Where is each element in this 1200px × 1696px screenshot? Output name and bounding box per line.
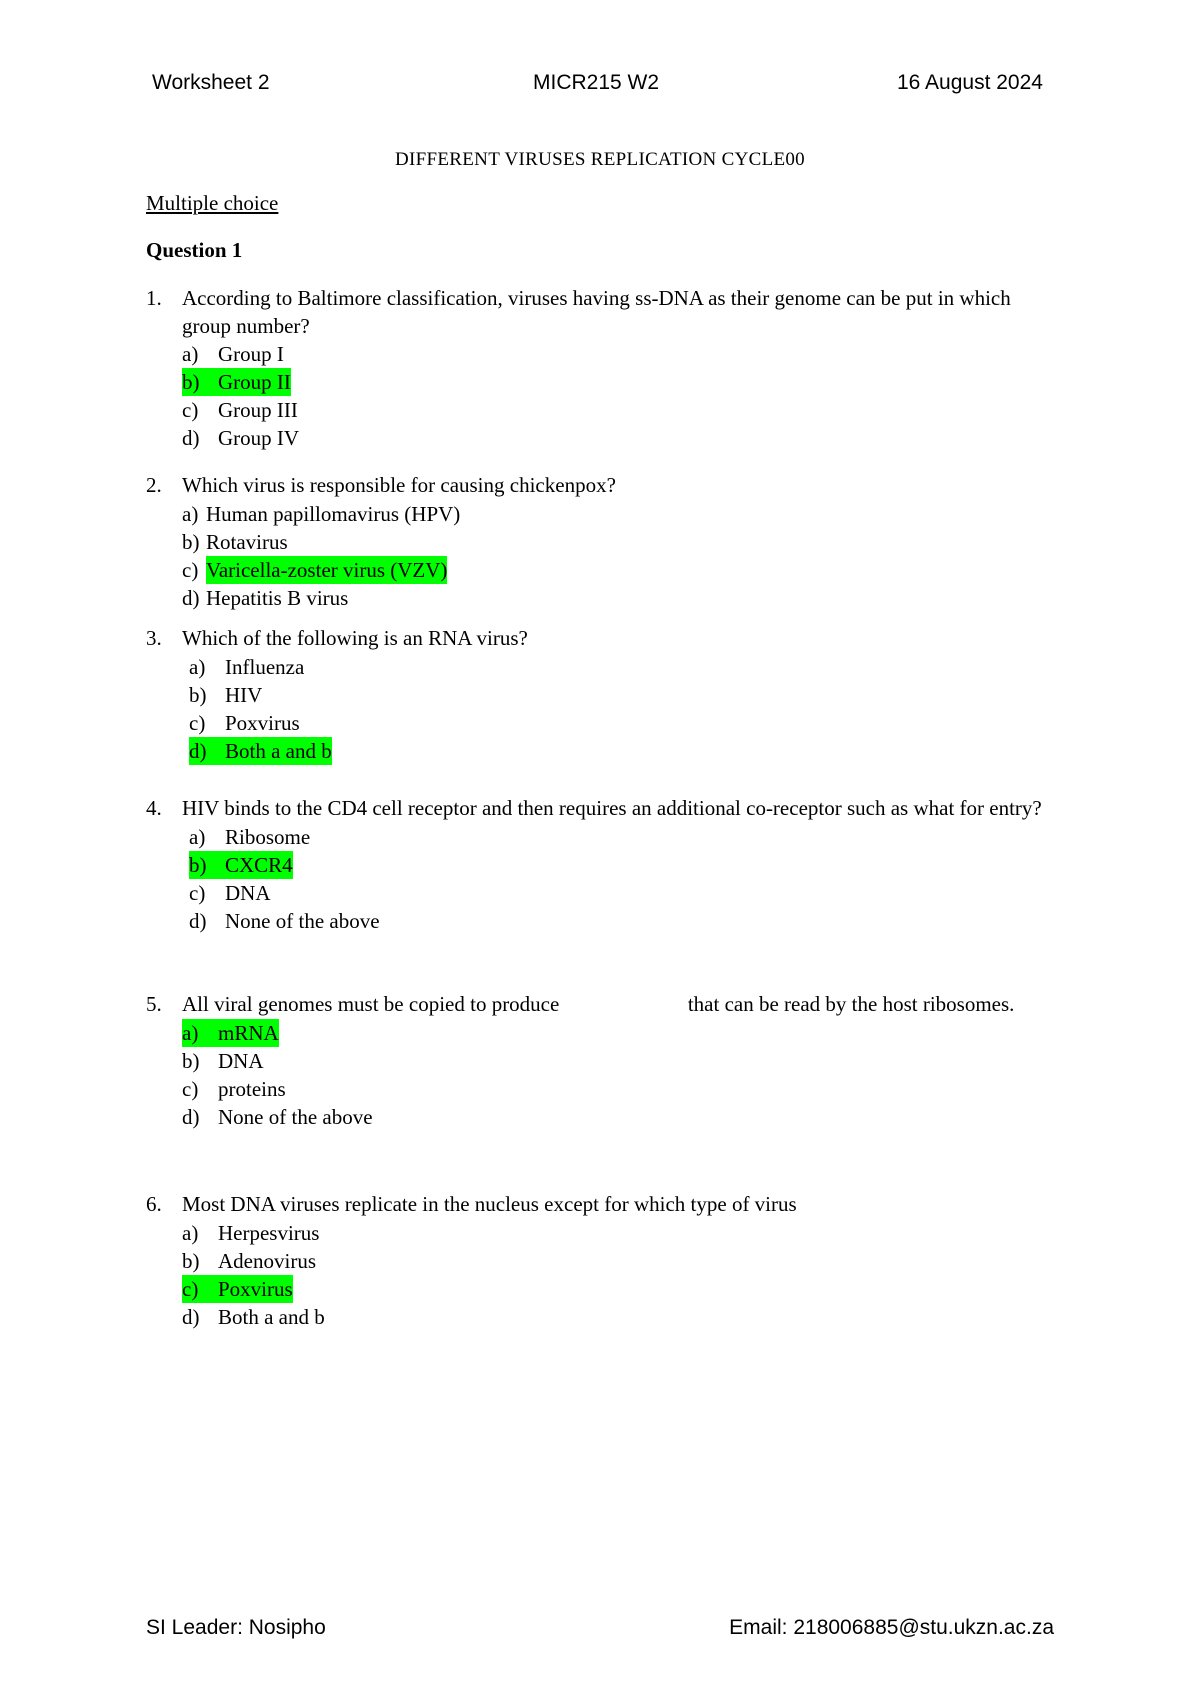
option-label: b) [182,1048,200,1073]
question-3 [146,625,1060,765]
option-text: Rotavirus [206,529,288,554]
option-label: d) [189,738,207,763]
question-number: 2. [146,473,162,497]
option-label: a) [189,824,206,849]
option-a [182,340,1060,368]
option-label: d) [182,1304,200,1329]
option-d [189,907,1060,935]
option-label: a) [182,501,199,526]
option-a [182,1219,1060,1247]
question-number: 6. [146,1192,162,1216]
option-label: a) [182,342,199,366]
option-label: b) [189,682,207,707]
footer-email: Email: 218006885@stu.ukzn.ac.za [729,1616,1054,1639]
option-a [182,500,1060,528]
option-label: d) [189,908,207,933]
option-text: Poxvirus [218,1276,293,1301]
option-label: b) [182,370,200,394]
option-c-answer [182,1275,1060,1303]
option-text: Hepatitis B virus [206,585,349,610]
option-label: a) [182,1020,199,1045]
question-6 [146,1191,1060,1331]
question-text-before-blank: All viral genomes must be copied to produce [182,992,560,1016]
option-text: Herpesvirus [218,1220,320,1245]
option-text: Adenovirus [218,1248,316,1273]
question-2 [146,472,1060,612]
option-text: Poxvirus [225,710,300,735]
option-d [182,1303,1060,1331]
footer-si-leader: SI Leader: Nosipho [146,1616,326,1639]
options-list [189,653,1060,765]
option-label: c) [189,880,206,905]
option-text: mRNA [218,1020,279,1045]
section-heading: Multiple choice [146,191,279,215]
options-list [182,1019,1060,1131]
question-number: 1. [146,286,162,310]
option-b [182,1247,1060,1275]
option-text: None of the above [218,1104,373,1129]
option-text: Group IV [218,426,300,450]
option-b [182,1047,1060,1075]
question-text: Most DNA viruses replicate in the nucleus except for which type of virus [182,1192,797,1216]
question-1 [146,285,1060,452]
option-text: Human papillomavirus (HPV) [206,501,461,526]
options-list [182,1219,1060,1331]
option-c [189,879,1060,907]
option-text: Group III [218,398,298,422]
option-label: c) [189,710,206,735]
option-b [189,681,1060,709]
option-label: c) [182,1076,199,1101]
question-text-after-blank: that can be read by the host ribosomes. [687,992,1015,1016]
document-title: DIFFERENT VIRUSES REPLICATION CYCLE00 [395,149,805,170]
option-text: Varicella-zoster virus (VZV) [206,557,448,582]
option-label: b) [182,1248,200,1273]
header-center: MICR215 W2 [533,71,660,94]
option-text: None of the above [225,908,380,933]
option-text: DNA [225,880,271,905]
option-label: d) [182,1104,200,1129]
option-c [189,709,1060,737]
option-c [182,396,1060,424]
question-number: 4. [146,796,162,820]
option-c [182,1075,1060,1103]
option-text: Influenza [225,654,305,679]
option-text: Both a and b [218,1304,325,1329]
option-text: HIV [225,682,263,707]
question-text: Which virus is responsible for causing chickenpox? [182,473,616,497]
option-label: c) [182,398,199,422]
header-left: Worksheet 2 [152,71,270,94]
question-5 [146,991,1060,1131]
option-text: Both a and b [225,738,332,763]
options-list [189,823,1060,935]
option-text: DNA [218,1048,264,1073]
option-text: Ribosome [225,824,311,849]
question-text: HIV binds to the CD4 cell receptor and then requires an additional co-receptor such as what for entry? [182,796,1042,820]
option-label: d) [182,426,200,450]
option-label: d) [182,585,200,610]
question-number: 5. [146,992,162,1016]
options-list [182,340,1060,452]
option-b-answer [189,851,1060,879]
option-b-answer [182,368,1060,396]
option-text: Group I [218,342,284,366]
option-label: b) [182,529,200,554]
option-label: c) [182,1276,199,1301]
options-list [182,500,1060,612]
question-text [182,991,1060,1019]
option-a [189,823,1060,851]
option-d [182,584,1060,612]
option-c-answer [182,556,1060,584]
option-text: proteins [218,1076,286,1101]
option-label: a) [182,1220,199,1245]
option-a [189,653,1060,681]
header-right: 16 August 2024 [897,71,1043,94]
option-d [182,424,1060,452]
question-text: According to Baltimore classification, viruses having ss-DNA as their genome can be put in which group number? [182,286,1011,338]
question-number: 3. [146,626,162,650]
question-text: Which of the following is an RNA virus? [182,626,528,650]
option-label: a) [189,654,206,679]
option-label: c) [182,557,199,582]
question-heading: Question 1 [146,238,243,262]
option-text: CXCR4 [225,852,293,877]
option-text: Group II [218,370,291,394]
question-4 [146,795,1060,935]
option-label: b) [189,852,207,877]
option-a-answer [182,1019,1060,1047]
option-b [182,528,1060,556]
option-d-answer [189,737,1060,765]
option-d [182,1103,1060,1131]
